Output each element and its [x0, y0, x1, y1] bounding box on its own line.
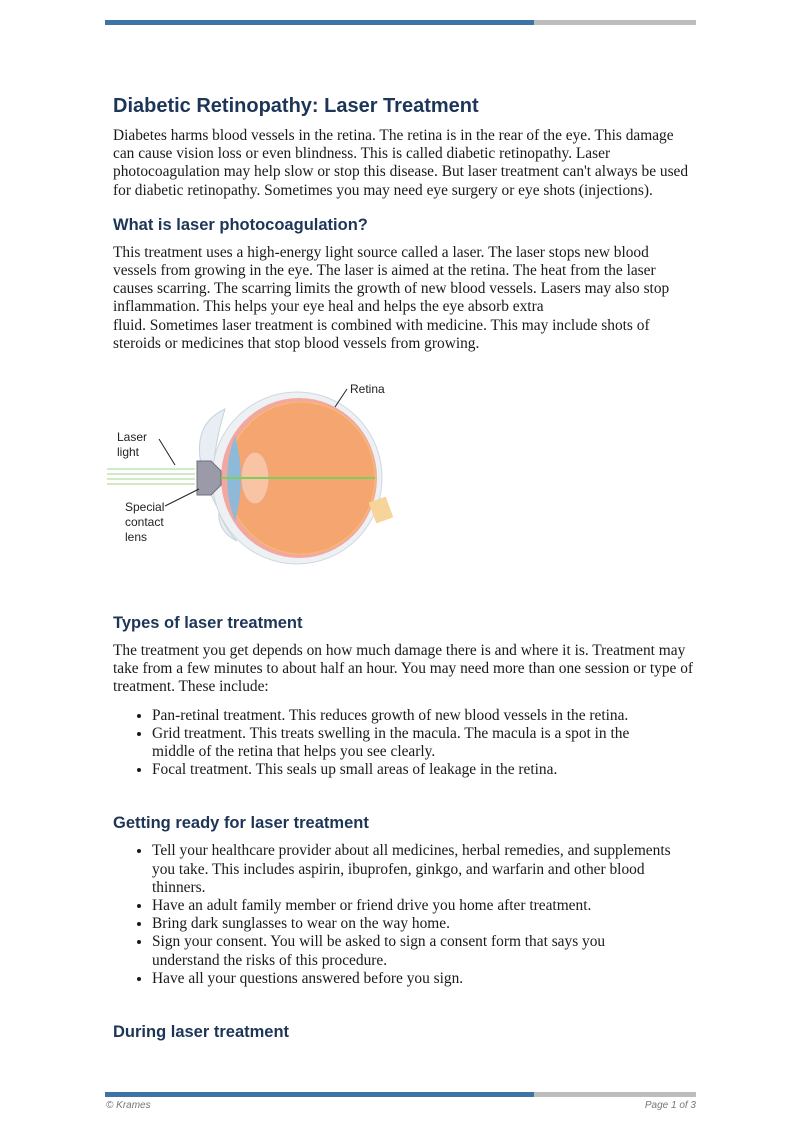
section-paragraph: This treatment uses a high-energy light source called a laser. The laser stops new blood vessels from growing in the eye. The laser is aimed at the retina. The heat from the laser causes scarring. The scarring limits the growth of new blood vessels. Lasers may also stop inflammation. This helps your eye heal and helps the eye absorb extra — [113, 243, 670, 316]
list-item: • Tell your healthcare provider about all medicines, herbal remedies, and supplements you take. This includes aspirin, ibuprofen, ginkgo, and warfarin and other blood thinners. — [152, 842, 693, 897]
footer-copyright: © Krames — [106, 1100, 151, 1111]
treatment-types-list — [113, 707, 693, 780]
section-paragraph: fluid. Sometimes laser treatment is combined with medicine. This may include shots of steroids or medicines that stop blood vessels from growing. — [113, 316, 650, 352]
section-heading: During laser treatment — [113, 1023, 290, 1042]
page-title: Diabetic Retinopathy: Laser Treatment — [113, 95, 479, 117]
label-special: Special — [125, 500, 165, 515]
list-item: • Focal treatment. This seals up small areas of leakage in the retina. — [152, 761, 693, 779]
list-item: • Bring dark sunglasses to wear on the way home. — [152, 915, 693, 933]
eye-illustration — [107, 381, 407, 571]
footer-progress-bar — [105, 1092, 696, 1097]
label-light: light — [117, 445, 140, 460]
eye-diagram — [107, 381, 407, 571]
section-paragraph: The treatment you get depends on how much damage there is and where it is. Treatment may take from a few minutes to about half an hour. You may need more than one session or type of treatment. These include: — [113, 642, 694, 696]
label-laser: Laser — [117, 430, 148, 445]
section-heading: What is laser photocoagulation? — [113, 215, 368, 234]
list-item: • Sign your consent. You will be asked to sign a consent form that says you understand the risks of this procedure. — [152, 933, 642, 969]
list-item: • Have all your questions answered before you sign. — [152, 970, 693, 988]
footer-progress-fill — [105, 1092, 534, 1097]
laser-beams — [107, 469, 195, 484]
label-retina: Retina — [350, 382, 385, 397]
list-item: • Grid treatment. This treats swelling in the macula. The macula is a spot in the middle of the retina that helps you see clearly. — [152, 725, 652, 761]
section-heading: Types of laser treatment — [113, 614, 303, 633]
footer-page-number: Page 1 of 3 — [644, 1100, 696, 1111]
list-item: • Have an adult family member or friend drive you home after treatment. — [152, 897, 693, 915]
label-lens: lens — [125, 530, 148, 545]
header-progress-fill — [105, 20, 534, 25]
label-contact: contact — [125, 515, 164, 530]
list-item: • Pan-retinal treatment. This reduces growth of new blood vessels in the retina. — [152, 707, 693, 725]
header-progress-bar — [105, 20, 696, 25]
section-heading: Getting ready for laser treatment — [113, 814, 369, 833]
preparation-list — [113, 842, 693, 988]
document-body — [113, 93, 693, 1051]
intro-paragraph: Diabetes harms blood vessels in the retina. The retina is in the rear of the eye. This damage can cause vision loss or even blindness. This is called diabetic retinopathy. Laser photocoagulation may help slow or stop this disease. But laser treatment can't always be used for diabetic retinopathy. Sometimes you may need eye surgery or eye shots (injections). — [113, 127, 689, 199]
